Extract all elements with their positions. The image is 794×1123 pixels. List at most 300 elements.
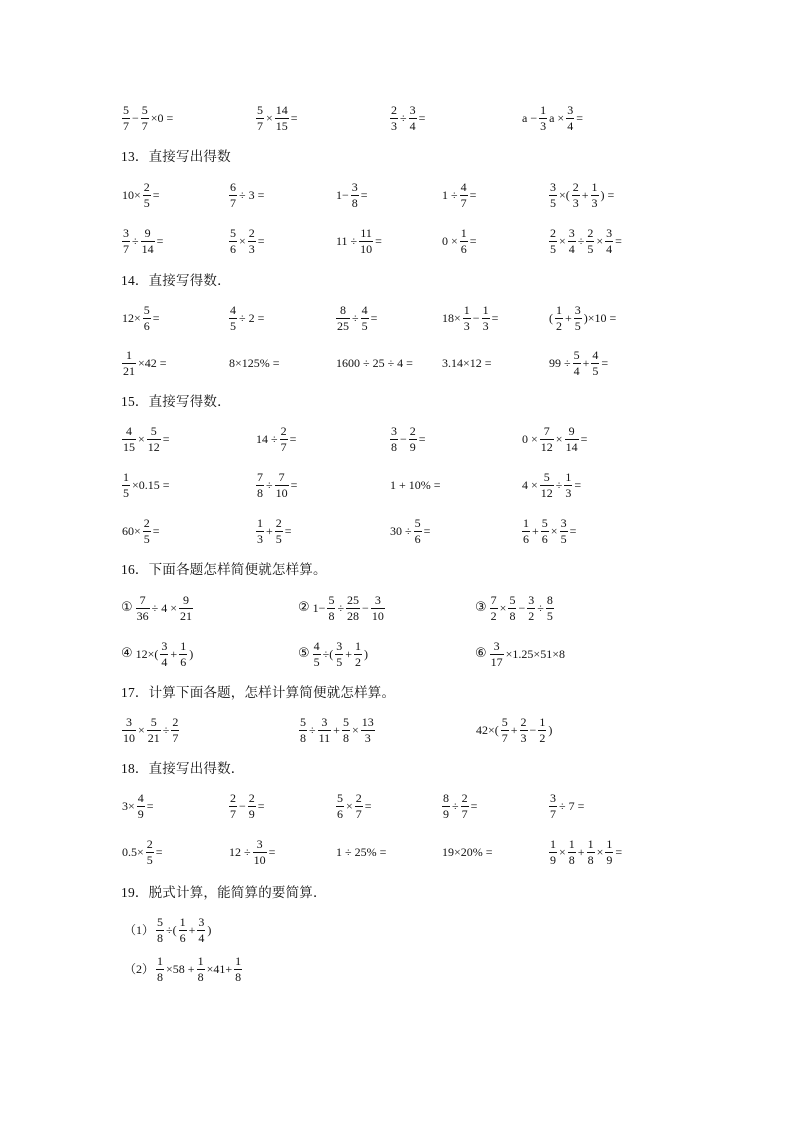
fraction: [336, 792, 344, 821]
expression-text: ×: [555, 432, 563, 446]
fraction: [463, 304, 471, 333]
fraction: [179, 640, 187, 669]
denominator: 6: [523, 531, 529, 546]
fraction: [327, 594, 335, 623]
denominator: 12: [540, 485, 553, 500]
numerator: 6: [230, 179, 236, 194]
expression-text: ×41+: [206, 962, 233, 976]
expression-text: ): [548, 723, 553, 737]
math-problem: [335, 792, 373, 820]
numerator: 4: [313, 638, 320, 653]
fraction: [566, 104, 574, 133]
expression-text: =: [418, 432, 426, 446]
expression-text: ×: [596, 234, 604, 248]
section-heading: 18．直接写出得数．: [121, 761, 245, 776]
numerator: 7: [257, 469, 263, 484]
denominator: 17: [490, 654, 503, 669]
math-problem: [123, 955, 243, 983]
denominator: 7: [230, 806, 236, 821]
expression-text: ÷(: [166, 923, 177, 937]
numerator: 1: [257, 515, 263, 530]
fraction: [160, 640, 168, 669]
math-problem: [121, 349, 168, 377]
fraction: [355, 792, 363, 821]
denominator: 9: [606, 852, 613, 867]
math-problem: [121, 640, 194, 668]
numerator: 2: [275, 515, 282, 530]
expression-text: ×0 =: [150, 111, 174, 125]
denominator: 6: [230, 241, 236, 256]
numerator: 14: [275, 102, 288, 117]
denominator: 5: [550, 241, 556, 256]
numerator: 2: [143, 179, 150, 194]
expression-text: ÷: [555, 478, 563, 492]
expression-text: =: [162, 432, 170, 446]
expression-text: 0 ×: [522, 432, 538, 446]
fraction: [482, 304, 490, 333]
denominator: 8: [587, 852, 594, 867]
numerator: 1: [179, 914, 186, 929]
expression-text: ÷: [537, 601, 544, 615]
numerator: 4: [592, 347, 599, 362]
numerator: 5: [230, 225, 236, 240]
numerator: 4: [126, 423, 132, 438]
denominator: 3: [364, 730, 371, 745]
math-problem: [228, 304, 265, 332]
expression-text: 1−: [312, 601, 326, 615]
denominator: 8: [157, 930, 164, 945]
expression-text: 0.5×: [122, 845, 144, 859]
fraction: [549, 838, 557, 867]
denominator: 9: [409, 439, 416, 454]
denominator: 2: [528, 608, 535, 623]
fraction: [280, 425, 288, 454]
expression-text: −: [239, 799, 246, 813]
numerator: 5: [328, 592, 335, 607]
math-problem: [521, 471, 582, 499]
denominator: 4: [161, 654, 168, 669]
denominator: 2: [556, 318, 562, 333]
fraction: [390, 425, 398, 454]
expression-text: （2）: [124, 962, 155, 976]
denominator: 5: [313, 654, 320, 669]
expression-text: 4 ×: [522, 478, 538, 492]
math-problem: [389, 471, 442, 499]
math-problem: [298, 594, 386, 622]
numerator: 25: [347, 592, 360, 607]
math-problem: [121, 792, 155, 820]
expression-text: =: [268, 845, 276, 859]
denominator: 8: [235, 969, 242, 984]
fraction: [508, 594, 516, 623]
denominator: 7: [501, 730, 508, 745]
math-problem: [548, 792, 585, 820]
numerator: 2: [520, 714, 527, 729]
numerator: 8: [443, 790, 449, 805]
numerator: 3: [409, 102, 416, 117]
math-problem: [335, 349, 414, 377]
denominator: 15: [123, 439, 135, 454]
expression-text: ÷: [400, 111, 407, 125]
fraction: [351, 181, 359, 210]
math-problem: [255, 104, 299, 132]
numerator: 3: [567, 102, 574, 117]
expression-text: =: [290, 111, 298, 125]
math-problem: [548, 304, 617, 332]
denominator: 8: [300, 730, 306, 745]
math-problem: [121, 838, 164, 866]
denominator: 3: [572, 195, 579, 210]
numerator: 3: [374, 592, 381, 607]
expression-text: ): [189, 647, 194, 661]
expression-text: ×: [550, 524, 558, 538]
denominator: 12: [540, 439, 553, 454]
expression-text: +: [532, 524, 539, 538]
numerator: 5: [543, 469, 550, 484]
denominator: 7: [172, 730, 179, 745]
denominator: 5: [146, 852, 153, 867]
expression-text: ×: [346, 799, 353, 813]
expression-text: =: [360, 188, 368, 202]
denominator: 5: [275, 531, 282, 546]
denominator: 6: [337, 806, 343, 821]
expression-text: ÷(: [322, 647, 334, 661]
denominator: 7: [550, 806, 556, 821]
expression-text: ×58 +: [166, 962, 195, 976]
numerator: 1: [550, 836, 556, 851]
denominator: 8: [509, 608, 516, 623]
expression-text: =: [152, 524, 160, 538]
expression-text: ×: [596, 845, 604, 859]
denominator: 2: [355, 654, 362, 669]
fraction: [587, 838, 595, 867]
expression-text: =: [290, 478, 298, 492]
denominator: 3: [482, 318, 489, 333]
expression-text: =: [284, 524, 292, 538]
fraction: [359, 227, 373, 256]
expression-text: 19×20% =: [442, 845, 493, 859]
denominator: 5: [592, 363, 599, 378]
math-problem: [121, 517, 161, 545]
expression-text: =: [152, 188, 160, 202]
numerator: 2: [172, 714, 179, 729]
fraction: [136, 594, 150, 623]
expression-text: =: [257, 234, 265, 248]
math-problem: [389, 517, 431, 545]
denominator: 6: [460, 241, 467, 256]
fraction: [549, 792, 557, 821]
section-heading: 19．脱式计算，能简算的要简算．: [121, 885, 327, 900]
fraction: [346, 594, 360, 623]
expression-text: 99 ÷: [549, 356, 571, 370]
numerator: 11: [360, 225, 372, 240]
denominator: 3: [463, 318, 470, 333]
expression-text: ÷: [577, 234, 585, 248]
denominator: 4: [606, 241, 613, 256]
problem-number: ④: [121, 646, 133, 661]
fraction: [256, 517, 264, 546]
fraction: [229, 181, 237, 210]
numerator: 9: [568, 423, 575, 438]
fraction: [520, 716, 528, 745]
denominator: 10: [123, 730, 135, 745]
numerator: 3: [606, 225, 613, 240]
numerator: 2: [248, 225, 255, 240]
numerator: 3: [123, 225, 129, 240]
expression-text: =: [152, 311, 160, 325]
fraction: [409, 425, 417, 454]
numerator: 3: [321, 714, 328, 729]
denominator: 7: [123, 241, 129, 256]
math-problem: [121, 716, 180, 744]
math-problem: [441, 792, 478, 820]
denominator: 7: [257, 118, 263, 133]
numerator: 1: [355, 638, 362, 653]
expression-text: ÷: [352, 311, 359, 325]
expression-text: ÷ 7 =: [559, 799, 585, 813]
denominator: 7: [280, 439, 287, 454]
numerator: 1: [587, 836, 594, 851]
denominator: 8: [391, 439, 397, 454]
numerator: 2: [280, 423, 287, 438]
denominator: 10: [253, 852, 266, 867]
expression-text: =: [580, 432, 588, 446]
math-problem: [255, 517, 293, 545]
expression-text: −: [472, 311, 480, 325]
expression-text: ×: [266, 111, 273, 125]
numerator: 5: [342, 714, 349, 729]
numerator: 2: [230, 790, 236, 805]
expression-text: +: [565, 311, 572, 325]
expression-text: +: [333, 723, 340, 737]
fraction: [546, 594, 554, 623]
denominator: 4: [567, 118, 574, 133]
numerator: 3: [336, 638, 343, 653]
expression-text: 1−: [336, 188, 349, 202]
fraction: [313, 640, 321, 669]
expression-text: =: [569, 524, 577, 538]
math-problem: [335, 227, 383, 255]
expression-text: =: [146, 799, 154, 813]
section-heading: 15．直接写得数．: [121, 394, 231, 409]
numerator: 2: [461, 790, 468, 805]
fraction: [549, 227, 557, 256]
denominator: 3: [591, 195, 598, 210]
expression-text: 3×: [122, 799, 135, 813]
fraction: [229, 227, 237, 256]
fraction: [572, 181, 580, 210]
math-problem: [548, 349, 609, 377]
fraction: [248, 792, 256, 821]
numerator: 2: [572, 179, 579, 194]
fraction: [179, 916, 187, 945]
expression-text: =: [375, 234, 382, 248]
numerator: 13: [361, 714, 374, 729]
denominator: 9: [550, 852, 556, 867]
denominator: 8: [197, 969, 204, 984]
numerator: 1: [556, 302, 562, 317]
denominator: 5: [587, 241, 594, 256]
math-problem: [335, 181, 369, 209]
numerator: 5: [337, 790, 343, 805]
fraction: [490, 640, 504, 669]
numerator: 1: [126, 347, 132, 362]
denominator: 5: [230, 318, 236, 333]
numerator: 1: [463, 302, 470, 317]
denominator: 3: [565, 485, 572, 500]
fraction: [141, 104, 149, 133]
denominator: 6: [541, 531, 548, 546]
denominator: 5: [143, 531, 150, 546]
math-problem: [298, 640, 369, 668]
expression-text: −: [362, 601, 369, 615]
fraction: [335, 640, 343, 669]
fraction: [414, 517, 422, 546]
numerator: 2: [550, 225, 556, 240]
expression-text: =: [601, 356, 609, 370]
fraction: [179, 594, 193, 623]
denominator: 5: [546, 608, 553, 623]
expression-text: ×: [239, 234, 246, 248]
expression-text: ÷ 3 =: [239, 188, 265, 202]
fraction: [156, 955, 164, 984]
math-problem: [441, 838, 494, 866]
fraction: [568, 838, 576, 867]
fraction: [361, 304, 369, 333]
fraction: [275, 517, 283, 546]
fraction: [318, 716, 332, 745]
math-problem: [228, 792, 266, 820]
expression-text: ): [207, 923, 212, 937]
denominator: 5: [123, 485, 129, 500]
expression-text: 10×: [122, 188, 141, 202]
expression-text: ÷: [162, 723, 170, 737]
expression-text: 1600 ÷ 25 ÷ 4 =: [336, 356, 413, 370]
fraction: [137, 792, 145, 821]
numerator: 2: [409, 423, 416, 438]
expression-text: 42×(: [476, 723, 499, 737]
math-problem: [548, 181, 615, 209]
denominator: 5: [361, 318, 368, 333]
numerator: 5: [257, 102, 263, 117]
expression-text: =: [364, 799, 372, 813]
denominator: 21: [123, 363, 135, 378]
expression-text: =: [156, 234, 164, 248]
numerator: 1: [540, 102, 547, 117]
section-heading: 14．直接写得数．: [121, 273, 231, 288]
math-problem: [298, 716, 376, 744]
expression-text: =: [470, 799, 478, 813]
math-problem: [441, 349, 493, 377]
math-problem: [121, 471, 171, 499]
fraction: [555, 304, 563, 333]
math-problem: [335, 304, 378, 332]
denominator: 8: [257, 485, 263, 500]
fraction: [143, 304, 151, 333]
fraction: [147, 716, 161, 745]
expression-text: ×: [559, 234, 566, 248]
problem-number: ⑥: [475, 646, 487, 661]
fraction: [461, 792, 469, 821]
math-problem: [441, 227, 478, 255]
section-heading: 16．下面各题怎样简便就怎样算。: [121, 562, 327, 577]
numerator: 3: [493, 638, 500, 653]
expression-text: =: [615, 234, 622, 248]
expression-text: (: [549, 311, 553, 325]
denominator: 8: [157, 969, 164, 984]
numerator: 3: [256, 836, 263, 851]
math-problem: [255, 425, 297, 453]
expression-text: ×: [351, 723, 359, 737]
expression-text: =: [469, 234, 477, 248]
expression-text: =: [491, 311, 499, 325]
denominator: 3: [391, 118, 397, 133]
fraction: [565, 425, 579, 454]
denominator: 10: [360, 241, 373, 256]
numerator: 5: [501, 714, 508, 729]
denominator: 14: [565, 439, 578, 454]
denominator: 15: [275, 118, 288, 133]
fraction: [122, 227, 130, 256]
expression-text: ÷: [132, 234, 139, 248]
denominator: 10: [371, 608, 384, 623]
math-problem: [441, 181, 477, 209]
expression-text: +: [170, 647, 178, 661]
numerator: 3: [391, 423, 397, 438]
expression-text: =: [423, 524, 431, 538]
fraction: [501, 716, 509, 745]
numerator: 1: [591, 179, 598, 194]
numerator: 5: [300, 714, 306, 729]
fraction: [122, 471, 130, 500]
expression-text: （1）: [124, 923, 155, 937]
numerator: 1: [482, 302, 489, 317]
denominator: 28: [347, 608, 360, 623]
denominator: 5: [336, 654, 343, 669]
denominator: 3: [540, 118, 547, 133]
math-problem: [228, 181, 265, 209]
math-problem: [121, 304, 161, 332]
expression-text: 12×(: [135, 647, 159, 661]
denominator: 6: [143, 318, 150, 333]
expression-text: ÷ 4 ×: [151, 601, 178, 615]
expression-text: ÷: [337, 601, 345, 615]
numerator: 1: [157, 953, 164, 968]
denominator: 7: [460, 195, 467, 210]
problem-number: ②: [298, 600, 310, 615]
expression-text: +: [188, 923, 196, 937]
numerator: 2: [391, 102, 397, 117]
denominator: 36: [136, 608, 149, 623]
fraction: [342, 716, 350, 745]
expression-text: ×1.25×51×8: [505, 647, 565, 661]
numerator: 4: [361, 302, 368, 317]
numerator: 1: [460, 225, 467, 240]
denominator: 9: [443, 806, 449, 821]
fraction: [549, 181, 557, 210]
fraction: [141, 227, 155, 256]
denominator: 4: [409, 118, 416, 133]
fraction: [256, 104, 264, 133]
denominator: 2: [490, 608, 497, 623]
numerator: 5: [573, 347, 580, 362]
expression-text: ) =: [600, 188, 615, 202]
numerator: 3: [528, 592, 535, 607]
denominator: 7: [461, 806, 468, 821]
fraction: [336, 304, 350, 333]
fraction: [122, 349, 136, 378]
fraction: [527, 594, 535, 623]
